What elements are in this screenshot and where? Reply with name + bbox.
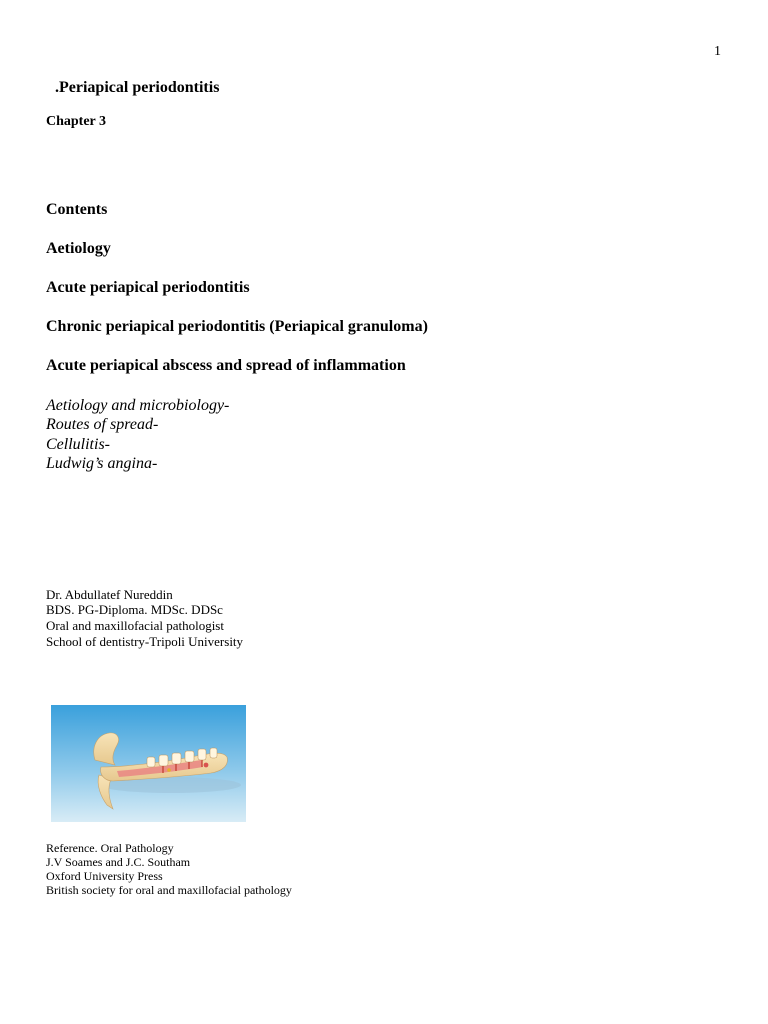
author-affiliation: School of dentistry-Tripoli University bbox=[46, 634, 244, 649]
subtopic-aetiology-microbiology: Aetiology and microbiology- bbox=[46, 397, 230, 414]
chapter-label: Chapter 3 bbox=[46, 114, 107, 129]
contents-item-acute-abscess: Acute periapical abscess and spread of inflammation bbox=[46, 357, 406, 374]
author-degrees: BDS. PG-Diploma. MDSc. DDSc bbox=[46, 602, 223, 617]
jaw-model-illustration bbox=[51, 705, 246, 822]
contents-item-acute-periodontitis: Acute periapical periodontitis bbox=[46, 279, 250, 296]
subtopic-cellulitis: Cellulitis- bbox=[46, 436, 110, 453]
contents-heading: Contents bbox=[46, 201, 108, 218]
subtopic-routes-of-spread: Routes of spread- bbox=[46, 416, 159, 433]
page-number: 1 bbox=[714, 44, 721, 59]
reference-authors: J.V Soames and J.C. Southam bbox=[46, 855, 191, 869]
reference-society: British society for oral and maxillofacial pathology bbox=[46, 883, 292, 897]
author-name: Dr. Abdullatef Nureddin bbox=[46, 587, 173, 602]
author-role: Oral and maxillofacial pathologist bbox=[46, 618, 224, 633]
reference-title: Reference. Oral Pathology bbox=[46, 841, 174, 855]
contents-item-chronic-periodontitis: Chronic periapical periodontitis (Periapical granuloma) bbox=[46, 318, 428, 335]
document-title: .Periapical periodontitis bbox=[55, 79, 220, 96]
reference-publisher: Oxford University Press bbox=[46, 869, 163, 883]
subtopic-ludwigs-angina: Ludwig’s angina- bbox=[46, 455, 158, 472]
contents-item-aetiology: Aetiology bbox=[46, 240, 111, 257]
